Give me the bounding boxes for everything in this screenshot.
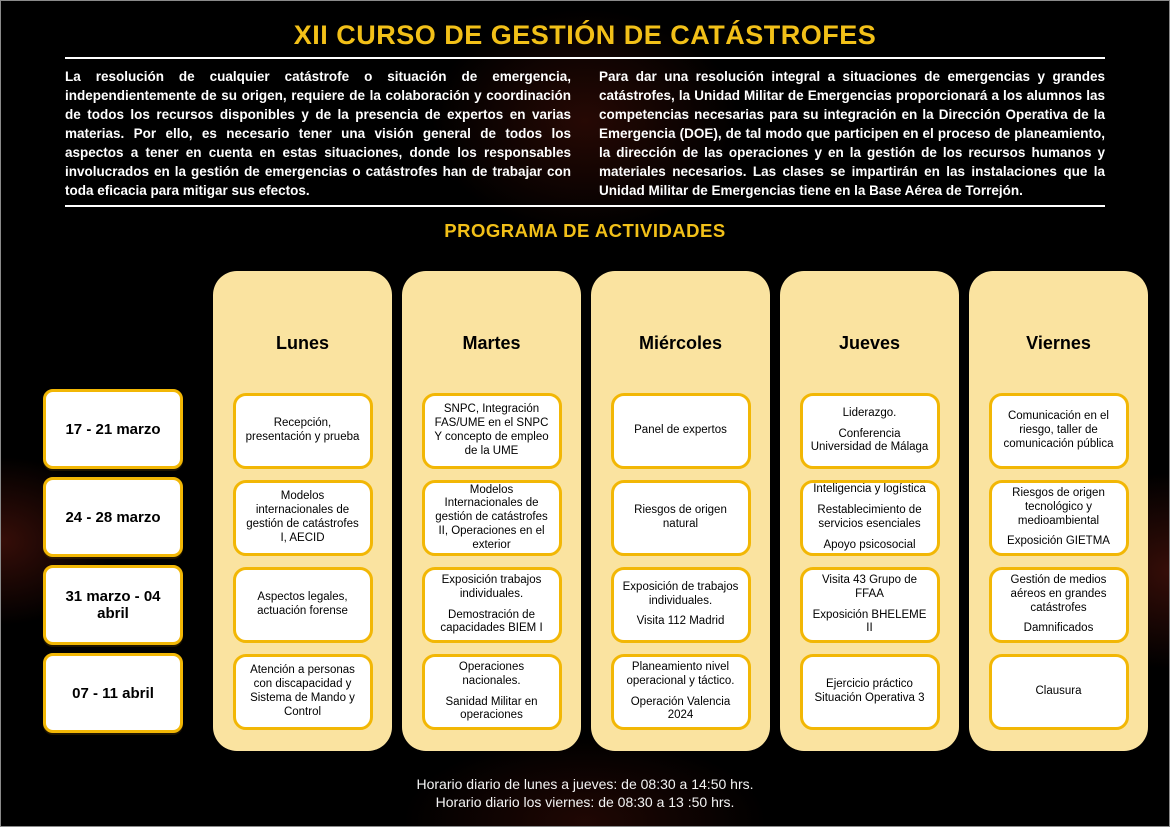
- activity-cell-jueves-row3: [800, 567, 940, 643]
- activity-text: Planeamiento nivel operacional y táctico.: [626, 660, 735, 687]
- activity-text: Damnificados: [1023, 622, 1094, 635]
- day-header-label: Lunes: [275, 332, 329, 353]
- activity-text: Comunicación en el riesgo, taller de comunicación pública: [1003, 410, 1114, 450]
- hours-line-2: Horario diario los viernes: de 08:30 a 13 :50 hrs.: [435, 794, 735, 810]
- activity-text: Atención a personas con discapacidad y Sistema de Mando y Control: [250, 664, 355, 718]
- activity-text: Restablecimiento de servicios esenciales: [817, 504, 922, 530]
- day-header-label: Viernes: [1026, 332, 1091, 353]
- activity-cell-martes-row4: [422, 654, 562, 730]
- day-header-label: Jueves: [838, 332, 901, 353]
- activity-text: Sanidad Militar en operaciones: [445, 695, 538, 722]
- activity-text: Inteligencia y logística: [813, 483, 926, 496]
- activity-text: Exposición trabajos individuales.: [441, 573, 542, 600]
- activity-cell-lunes-row2: [233, 480, 373, 556]
- activity-text: Exposición GIETMA: [1007, 535, 1110, 548]
- activity-text: Liderazgo.: [842, 406, 897, 419]
- week-date-label: 24 - 28 marzo: [65, 508, 161, 526]
- intro-paragraph-left: La resolución de cualquier catástrofe o situación de emergencia, independientemente de su origen, requiere de la colaboración y coordinación de todos los recursos disponibles y de la presencia de expertos en varias materias. Por ello, es necesario tener una visión general de todos los aspectos a tener en cuenta en estas situaciones, donde los responsables involucrados en la gestión de emergencias o catástrofes han de trabajar con toda eficacia para mitigar sus efectos.: [65, 69, 571, 198]
- day-header-jueves: [780, 271, 959, 393]
- week-date-box-4: [43, 653, 183, 733]
- activity-text: Exposición BHELEME II: [812, 608, 927, 635]
- activity-cell-miercoles-row1: [611, 393, 751, 469]
- activity-cell-viernes-row2: [989, 480, 1129, 556]
- week-date-box-2: [43, 477, 183, 557]
- activity-cell-lunes-row1: [233, 393, 373, 469]
- day-header-miercoles: [591, 271, 770, 393]
- activity-cell-miercoles-row2: [611, 480, 751, 556]
- course-title: XII CURSO DE GESTIÓN DE CATÁSTROFES: [293, 20, 877, 50]
- activity-text: Operaciones nacionales.: [458, 660, 525, 687]
- day-header-label: Martes: [462, 332, 521, 353]
- program-title: PROGRAMA DE ACTIVIDADES: [444, 220, 726, 241]
- week-date-column: [43, 271, 183, 741]
- activity-cell-viernes-row3: [989, 567, 1129, 643]
- activity-cell-jueves-row4: [800, 654, 940, 730]
- activity-text: Aspectos legales, actuación forense: [257, 591, 348, 617]
- day-column-lunes: [213, 271, 392, 751]
- activity-text: Apoyo psicosocial: [823, 538, 916, 551]
- activity-text: Ejercicio práctico Situación Operativa 3: [814, 678, 925, 704]
- activity-cell-viernes-row1: [989, 393, 1129, 469]
- activity-text: Recepción, presentación y prueba: [245, 417, 360, 443]
- activity-cell-jueves-row2: [800, 480, 940, 556]
- activity-cell-martes-row3: [422, 567, 562, 643]
- intro-paragraph-right: Para dar una resolución integral a situaciones de emergencias y grandes catástrofes, la Unidad Militar de Emergencias proporcionará a los alumnos las competencias necesarias para su integración en la Dirección Operativa de la Emergencia (DOE), de tal modo que participen en el proceso de planeamiento, la dirección de las operaciones y en la gestión de los recursos humanos y materiales necesarios. Las clases se impartirán en las instalaciones que la Unidad Militar de Emergencias tiene en la Base Aérea de Torrejón.: [599, 69, 1105, 198]
- activity-text: Modelos internacionales de gestión de catástrofes I, AECID: [246, 490, 359, 544]
- date-column-spacer: [43, 271, 183, 389]
- day-column-miercoles: [591, 271, 770, 751]
- week-date-box-1: [43, 389, 183, 469]
- hours-line-1: Horario diario de lunes a jueves: de 08:30 a 14:50 hrs.: [416, 776, 754, 792]
- week-date-label: 31 marzo - 04 abril: [65, 588, 161, 622]
- intro-divider: [65, 205, 1105, 207]
- intro-section: [65, 67, 1105, 200]
- activity-cell-lunes-row4: [233, 654, 373, 730]
- activity-cell-miercoles-row4: [611, 654, 751, 730]
- activity-text: Operación Valencia 2024: [630, 695, 731, 722]
- activity-text: Panel de expertos: [634, 424, 727, 437]
- activity-text: Exposición de trabajos individuales.: [622, 580, 739, 607]
- week-date-label: 07 - 11 abril: [72, 684, 154, 702]
- day-column-viernes: [969, 271, 1148, 751]
- activity-text: Riesgos de origen natural: [634, 504, 727, 530]
- activity-text: Gestión de medios aéreos en grandes catástrofes: [1010, 573, 1107, 614]
- schedule-hours: [1, 775, 1169, 811]
- activity-cell-lunes-row3: [233, 567, 373, 643]
- activity-text: Riesgos de origen tecnológico y medioambiental: [1012, 486, 1105, 527]
- day-header-martes: [402, 271, 581, 393]
- activity-text: Conferencia Universidad de Málaga: [810, 427, 929, 454]
- week-date-box-3: [43, 565, 183, 645]
- day-column-martes: [402, 271, 581, 751]
- schedule-grid: [1, 271, 1169, 751]
- activity-cell-viernes-row4: [989, 654, 1129, 730]
- activity-text: Visita 112 Madrid: [636, 615, 725, 628]
- activity-text: Clausura: [1035, 685, 1082, 698]
- activity-cell-martes-row1: [422, 393, 562, 469]
- activity-cell-miercoles-row3: [611, 567, 751, 643]
- day-header-viernes: [969, 271, 1148, 393]
- activity-text: Demostración de capacidades BIEM I: [440, 608, 543, 635]
- day-header-label: Miércoles: [638, 332, 723, 353]
- activity-text: Modelos Internacionales de gestión de catástrofes II, Operaciones en el exterior: [435, 483, 548, 551]
- activity-text: Visita 43 Grupo de FFAA: [821, 573, 918, 600]
- activity-text: SNPC, Integración FAS/UME en el SNPC Y concepto de empleo de la UME: [434, 403, 549, 457]
- title-divider: [65, 57, 1105, 59]
- day-header-lunes: [213, 271, 392, 393]
- week-date-label: 17 - 21 marzo: [65, 420, 161, 438]
- activity-cell-martes-row2: [422, 480, 562, 556]
- activity-cell-jueves-row1: [800, 393, 940, 469]
- day-column-jueves: [780, 271, 959, 751]
